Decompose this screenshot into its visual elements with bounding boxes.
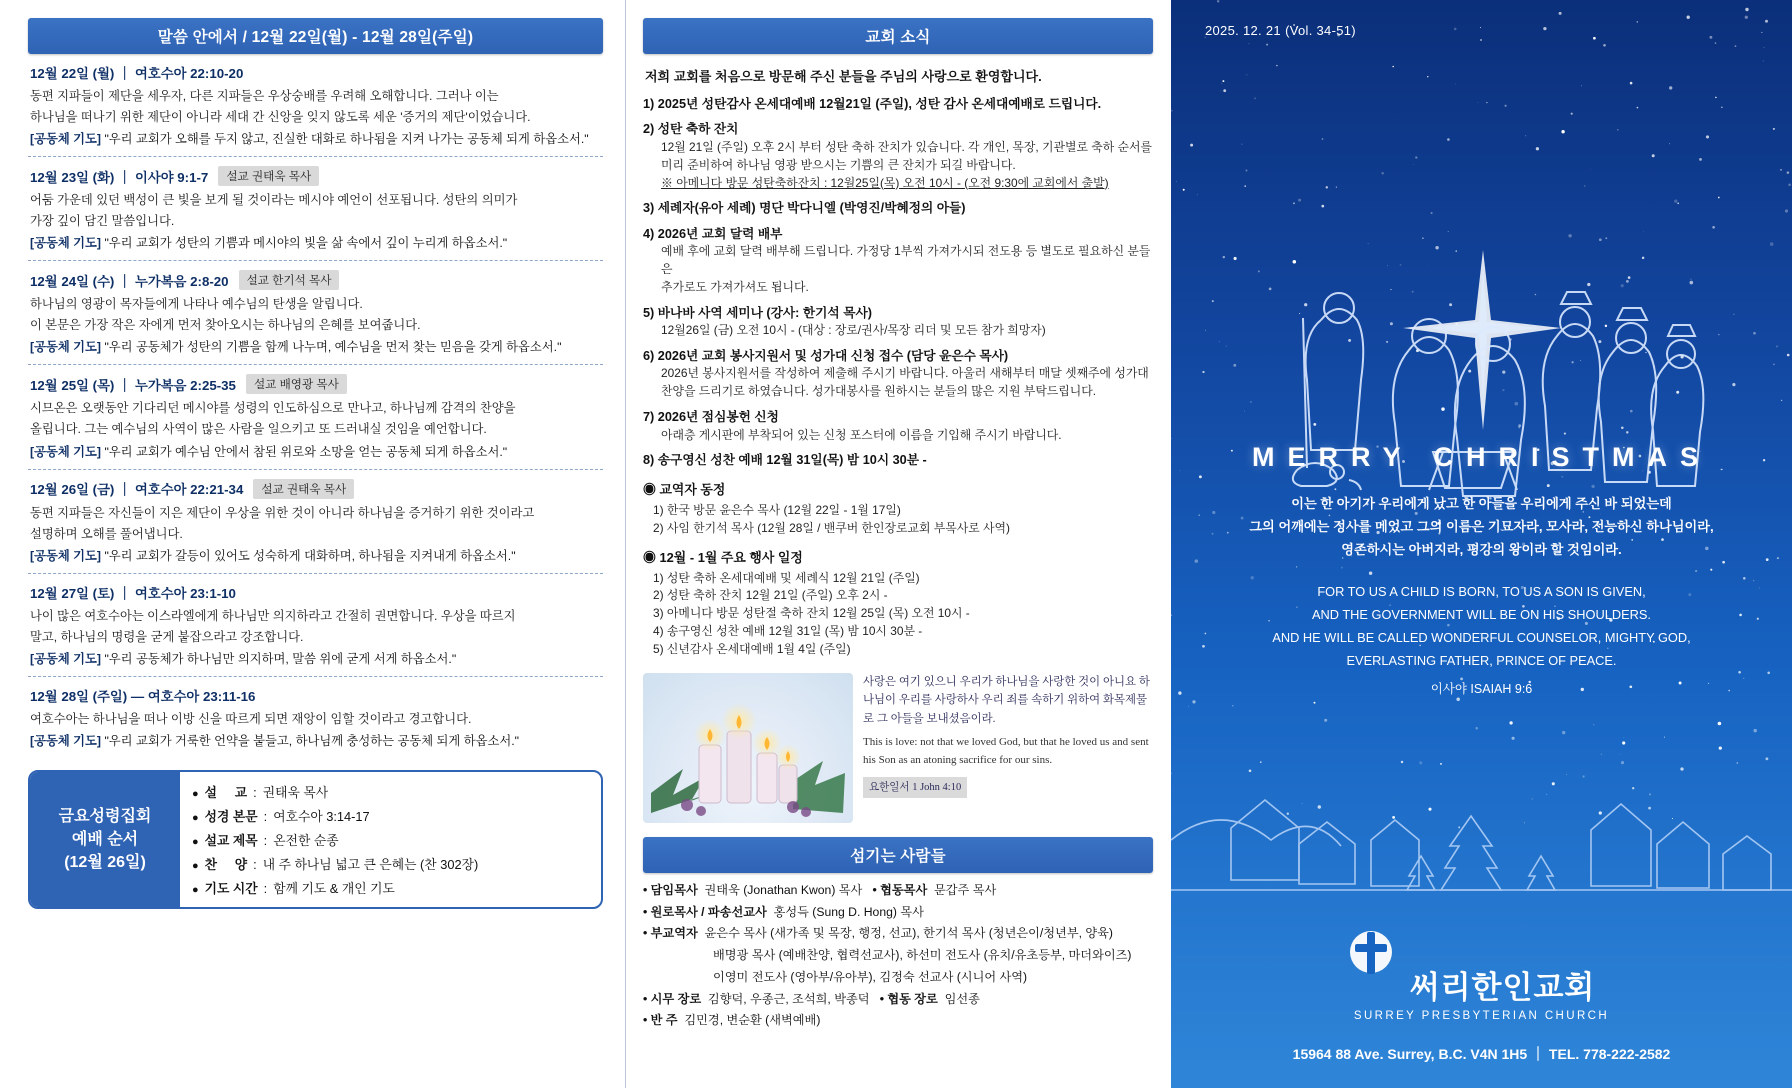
- column-church-news: [625, 0, 1171, 1088]
- cover-korean-verse: [1211, 492, 1752, 561]
- devotion-date-text: 12월 22일 (월) ｜ 여호수아 22:10-20: [30, 66, 244, 81]
- news-item-detail: 12월 21일 (주일) 오후 2시 부터 성탄 축하 잔치가 있습니다. 각 개인, 목장, 기관별로 축하 순서를: [661, 139, 1152, 154]
- devotion-body-line: 나이 많은 여호수아는 이스라엘에게 하나님만 의지하라고 간절히 권면합니다. 우상을 따르지: [30, 608, 516, 623]
- separator: :: [263, 832, 268, 848]
- cover-korean-verse-line: 영존하시는 아버지라, 평강의 왕이라 할 것임이라.: [1341, 542, 1622, 558]
- servant-names: 윤은수 목사 (새가족 및 목장, 행정, 선교), 한기석 목사 (청년은이/청년부, 양육): [704, 926, 1113, 941]
- devotion-date-text: 12월 25일 (목) ｜ 누가복음 2:25-35: [30, 377, 236, 393]
- daily-devotion-item: [28, 470, 603, 574]
- cover-english-verse-line: FOR TO US A CHILD IS BORN, TO US A SON IS GIVEN,: [1317, 584, 1646, 599]
- news-item-title: 8) 송구영신 성찬 예배 12월 31일(목) 밤 10시 30분 -: [643, 453, 927, 468]
- community-prayer: [공동체 기도] "우리 교회가 성탄의 기쁨과 메시야의 빛을 삶 속에서 깊이 누리게 하옵소서.": [30, 236, 508, 251]
- friday-title-line2: 예배 순서: [71, 830, 139, 848]
- verse-text: [863, 673, 1153, 798]
- community-prayer: [공동체 기도] "우리 교회가 갈등이 있어도 성숙하게 대화하며, 하나됨을 지켜내게 하옵소서.": [30, 548, 516, 563]
- news-item: [643, 304, 1153, 340]
- verse-korean: 사랑은 여기 있으니 우리가 하나님을 사랑한 것이 아니요 하나님이 우리를 사랑하사 우리 죄를 속하기 위하여 화목제물로 그 아들을 보내셨음이라.: [863, 675, 1150, 725]
- servant-row: [643, 1011, 1153, 1031]
- separator: :: [263, 808, 268, 824]
- community-prayer: [공동체 기도] "우리 공동체가 성탄의 기쁨을 함께 나누며, 예수님을 먼저 찾는 믿음을 갖게 하옵소서.": [30, 340, 562, 355]
- schedule-line: 4) 송구영신 성찬 예배 12월 31일 (목) 밤 10시 30분 -: [653, 624, 923, 639]
- devotion-body-line: 말고, 하나님의 명령을 굳게 붙잡으라고 강조합니다.: [30, 629, 304, 644]
- church-logo: [1171, 962, 1792, 1022]
- schedule-lines: [643, 570, 1153, 659]
- bullet-icon: ●: [192, 859, 199, 872]
- devotion-body-line: 올립니다. 그는 예수님의 사역이 많은 사람을 일으키고 또 드러내실 것임을 예언합니다.: [30, 422, 487, 437]
- service-order-row: [192, 830, 589, 849]
- devotion-date-text: 12월 23일 (화) ｜ 이사야 9:1-7: [30, 169, 209, 185]
- cover-english-verse: [1211, 580, 1752, 701]
- news-item-detail: 예배 후에 교회 달력 배부해 드립니다. 가정당 1부씩 가져가시되 전도용 등 별도로 필요하신 분들은: [661, 244, 1151, 277]
- preacher-tag: 설교 한기석 목사: [239, 270, 340, 290]
- devotion-body-line: 여호수아는 하나님을 떠나 이방 신을 따르게 되면 재앙이 임할 것이라고 경고합니다.: [30, 711, 472, 726]
- service-order-label: 성경 본문: [204, 808, 258, 824]
- schedule-line: 2) 성탄 축하 잔치 12월 21일 (주일) 오후 2시 -: [653, 588, 888, 603]
- servant-names: 이영미 전도사 (영아부/유아부), 김정숙 선교사 (시니어 사역): [713, 969, 1028, 984]
- servant-role: • 반 주: [643, 1013, 678, 1028]
- devotion-date-reference: [30, 686, 601, 705]
- advent-candles-illustration: [643, 673, 853, 823]
- servant-names: 김민경, 변순환 (새벽예배): [684, 1013, 821, 1028]
- devotion-body-line: 가장 깊이 담긴 말씀입니다.: [30, 214, 175, 229]
- devotion-body-line: 이 본문은 가장 작은 자에게 먼저 찾아오시는 하나님의 은혜를 보여줍니다.: [30, 318, 421, 333]
- devotion-date-reference: [30, 374, 601, 394]
- devotion-body-line: 동편 지파들은 자신들이 지은 제단이 우상을 위한 것이 아니라 하나님을 증거하기 위한 것이라고: [30, 505, 535, 520]
- servant-names: 배명광 목사 (예배찬양, 협력선교사), 하선미 전도사 (유치/유초등부, 마더와이즈): [713, 948, 1132, 963]
- daily-devotion-item: [28, 157, 603, 261]
- cover-verse-reference: 이사야 ISAIAH 9:6: [1430, 682, 1533, 697]
- verse-reference: 요한일서 1 John 4:10: [863, 777, 967, 798]
- daily-devotion-item: [28, 574, 603, 677]
- servant-names-2: 임선종: [944, 991, 980, 1006]
- news-item: [643, 120, 1153, 192]
- church-name: 써리한인교회: [1409, 970, 1596, 1005]
- servant-role-2: • 협동목사: [872, 882, 928, 897]
- cover-english-verse-line: AND HE WILL BE CALLED WONDERFUL COUNSELOR, MIGHTY GOD,: [1272, 630, 1691, 646]
- community-prayer: [공동체 기도] "우리 교회가 거룩한 언약을 붙들고, 하나님께 충성하는 공동체 되게 하옵소서.": [30, 733, 519, 748]
- service-order-value: 여호수아 3:14-17: [273, 808, 370, 824]
- news-item: [643, 95, 1153, 113]
- servant-names: 김향덕, 우종근, 조석희, 박종덕: [707, 991, 870, 1006]
- devotion-date-text: 12월 28일 (주일) — 여호수아 23:11-16: [30, 688, 256, 704]
- devotion-date-text: 12월 26일 (금) ｜ 여호수아 22:21-34: [30, 482, 244, 498]
- cover-korean-verse-line: 그의 어깨에는 정사를 메었고 그의 이름은 기묘자라, 모사라, 전능하신 하나님이라,: [1249, 519, 1714, 535]
- news-item-detail: 추가로도 가져가셔도 됩니다.: [661, 279, 809, 294]
- daily-devotion-item: [28, 54, 603, 157]
- preacher-tag: 설교 권태욱 목사: [218, 166, 319, 186]
- bullet-icon: ●: [192, 811, 199, 824]
- service-order-value: 내 주 하나님 넓고 큰 은혜는 (찬 302장): [262, 856, 479, 872]
- merry-christmas-title: MERRY CHRISTMAS: [1251, 442, 1711, 472]
- servant-row: [643, 881, 1153, 901]
- service-order-label: 설교 제목: [204, 832, 258, 848]
- community-prayer-text: "우리 공동체가 성탄의 기쁨을 함께 나누며, 예수님을 먼저 찾는 믿음을 갖게 하옵소서.": [104, 340, 562, 355]
- service-order-row: [192, 782, 589, 801]
- servant-role: • 시무 장로: [643, 991, 702, 1006]
- separator: :: [253, 856, 257, 872]
- servants-section: [643, 837, 1153, 1031]
- news-item: [643, 451, 1153, 469]
- schedule-heading: ◉ 12월 - 1월 주요 행사 일정: [643, 549, 803, 565]
- news-item-detail: 찬양을 드리기로 하였습니다. 성가대봉사를 원하시는 분들의 많은 지원 부탁드립니다.: [661, 384, 1097, 399]
- news-item-title: 3) 세례자(유아 세례) 명단 박다니엘 (박영진/박혜정의 아들): [643, 201, 966, 216]
- issue-date: [1205, 22, 1356, 38]
- news-item-title: 7) 2026년 점심봉헌 신청: [643, 410, 779, 425]
- servants-list: [643, 881, 1153, 1031]
- service-order-row: [192, 854, 589, 873]
- church-news-header: 교회 소식: [643, 18, 1153, 54]
- news-item: [643, 347, 1153, 401]
- preacher-tag: 설교 권태욱 목사: [253, 479, 354, 499]
- news-item: [643, 225, 1153, 297]
- bullet-icon: ●: [192, 883, 199, 896]
- daily-devotion-list: [28, 54, 603, 758]
- service-order-value: 권태욱 목사: [262, 784, 329, 800]
- friday-title-line1: 금요성령집회: [58, 807, 152, 825]
- service-order-row: [192, 806, 589, 825]
- servant-role: • 부교역자: [643, 926, 698, 941]
- devotion-body-line: 시므온은 오랫동안 기다리던 메시야를 성령의 인도하심으로 만나고, 하나님께 감격의 찬양을: [30, 401, 516, 416]
- cover-english-verse-line: EVERLASTING FATHER, PRINCE OF PEACE.: [1346, 653, 1617, 669]
- service-order-row: [192, 878, 589, 897]
- community-prayer-text: "우리 교회가 예수님 안에서 참된 위로와 소망을 얻는 공동체 되게 하옵소서.": [104, 444, 508, 459]
- news-item-title: 6) 2026년 교회 봉사지원서 및 성가대 신청 접수 (담당 윤은수 목사): [643, 349, 1009, 364]
- schedule-line: 1) 성탄 축하 온세대예배 및 세례식 12월 21일 (주일): [653, 570, 920, 585]
- servant-row: [713, 968, 1153, 988]
- devotion-date-reference: [30, 479, 601, 499]
- preacher-tag: 설교 배영광 목사: [246, 374, 347, 394]
- servant-row: [643, 924, 1153, 944]
- news-item-list: [643, 95, 1153, 470]
- weekly-word-header: 말씀 안에서 / 12월 22일(월) - 12월 28일(주일): [28, 18, 603, 54]
- service-order-value: 온전한 순종: [273, 832, 339, 848]
- welcome-text: 저희 교회를 처음으로 방문해 주신 분들을 주님의 사랑으로 환영합니다.: [645, 69, 1042, 84]
- devotion-body-line: 하나님을 떠나기 위한 제단이 아니라 세대 간 신앙을 잊지 않도록 세운 '증거의 제단'이었습니다.: [30, 110, 531, 125]
- news-item-title: 5) 바나바 사역 세미나 (강사: 한기석 목사): [643, 305, 872, 320]
- separator: :: [253, 784, 257, 800]
- devotion-date-reference: [30, 270, 601, 290]
- news-item-title: 4) 2026년 교회 달력 배부: [643, 226, 783, 241]
- servant-row: [713, 946, 1153, 966]
- community-prayer-text: "우리 교회가 오해를 두지 않고, 진실한 대화로 하나됨을 지켜 나가는 공동체 되게 하옵소서.": [104, 132, 589, 147]
- service-order-value: 함께 기도 & 개인 기도: [273, 880, 395, 896]
- verse-english: This is love: not that we loved God, but that he loved us and sent his Son as an atoning sacrifice for our sins.: [863, 736, 1149, 767]
- devotion-date-reference: [30, 583, 601, 602]
- news-item-detail: 아래층 게시판에 부착되어 있는 신청 포스터에 이름을 기입해 주시기 바랍니다.: [661, 427, 1062, 442]
- bullet-icon: ●: [192, 835, 199, 848]
- daily-devotion-item: [28, 261, 603, 365]
- staff-news-line: 1) 한국 방문 윤은수 목사 (12월 22일 - 1월 17일): [653, 502, 901, 517]
- community-prayer: [공동체 기도] "우리 공동체가 하나님만 의지하며, 말씀 위에 굳게 서게 하옵소서.": [30, 651, 457, 666]
- community-prayer: [공동체 기도] "우리 교회가 예수님 안에서 참된 위로와 소망을 얻는 공동체 되게 하옵소서.": [30, 444, 508, 459]
- friday-service-rows: [180, 772, 601, 907]
- servant-role-2: • 협동 장로: [879, 991, 938, 1006]
- devotion-date-reference: [30, 63, 601, 82]
- service-order-label: 설 교: [204, 784, 248, 800]
- servant-role: • 담임목사: [643, 882, 698, 897]
- news-item: [643, 199, 1153, 217]
- staff-news-lines: [643, 502, 1153, 538]
- devotion-date-text: 12월 24일 (수) ｜ 누가복음 2:8-20: [30, 273, 229, 289]
- community-prayer-text: "우리 교회가 거룩한 언약을 붙들고, 하나님께 충성하는 공동체 되게 하옵소서.": [104, 733, 519, 748]
- column-weekly-word: [0, 0, 625, 1088]
- service-order-label: 찬 양: [204, 856, 248, 872]
- devotion-body-line: 어둠 가운데 있던 백성이 큰 빛을 보게 될 것이라는 메시야 예언이 선포됩니다. 성탄의 의미가: [30, 193, 518, 208]
- news-item-detail: 12월26일 (금) 오전 10시 - (대상 : 장로/권사/목장 리더 및 모든 참가 희망자): [661, 323, 1046, 338]
- staff-news-heading: ◉ 교역자 동정: [643, 481, 726, 497]
- news-item-detail: 미리 준비하여 하나님 영광 받으시는 기쁨의 큰 잔치가 되길 바랍니다.: [661, 157, 1016, 172]
- servant-role: • 원로목사 / 파송선교사: [643, 904, 767, 919]
- separator: :: [263, 880, 268, 896]
- friday-title-line3: (12월 26일): [64, 854, 146, 872]
- verse-card: [643, 673, 1153, 823]
- servant-row: [643, 990, 1153, 1010]
- servant-names: 홍성득 (Sung D. Hong) 목사: [773, 904, 924, 919]
- community-prayer-text: "우리 교회가 성탄의 기쁨과 메시야의 빛을 삶 속에서 깊이 누리게 하옵소서.": [104, 236, 508, 251]
- column-cover: [1171, 0, 1792, 1088]
- news-item-detail: 2026년 봉사지원서를 작성하여 제출해 주시기 바랍니다. 아울러 새해부터 매달 셋째주에 성가대: [661, 366, 1149, 381]
- devotion-date-reference: [30, 166, 601, 186]
- staff-news-line: 2) 사임 한기석 목사 (12월 28일 / 밴쿠버 한인장로교회 부목사로 사역): [653, 520, 1010, 535]
- news-item-highlight: ※ 아메니다 방문 성탄축하잔치 : 12월25일(목) 오전 10시 - (오전 9:30에 교회에서 출발): [661, 175, 1109, 190]
- community-prayer: [공동체 기도] "우리 교회가 오해를 두지 않고, 진실한 대화로 하나됨을 지켜 나가는 공동체 되게 하옵소서.": [30, 132, 589, 147]
- devotion-body-line: 동편 지파들이 제단을 세우자, 다른 지파들은 우상숭배를 우려해 오해합니다. 그러나 이는: [30, 89, 499, 103]
- church-name-en: SURREY PRESBYTERIAN CHURCH: [1353, 1010, 1610, 1022]
- schedule-line: 5) 신년감사 온세대예배 1월 4일 (주일): [653, 642, 851, 656]
- news-item: [643, 408, 1153, 444]
- devotion-date-text: 12월 27일 (토) ｜ 여호수아 23:1-10: [30, 585, 236, 601]
- devotion-body-line: 설명하며 오해를 풀어냅니다.: [30, 526, 183, 541]
- church-address: 15964 88 Ave. Surrey, B.C. V4N 1H5 ｜ TEL. 778-222-2582: [1292, 1046, 1671, 1062]
- schedule-line: 3) 아메니다 방문 성탄절 축하 잔치 12월 25일 (목) 오전 10시 -: [653, 606, 970, 621]
- servants-header: 섬기는 사람들: [643, 837, 1153, 873]
- bullet-icon: ●: [192, 787, 199, 800]
- servant-names-2: 문갑주 목사: [934, 882, 997, 897]
- issue-date-text: 2025. 12. 21: [1205, 23, 1281, 38]
- daily-devotion-item: [28, 677, 603, 758]
- community-prayer-text: "우리 교회가 갈등이 있어도 성숙하게 대화하며, 하나됨을 지켜내게 하옵소서.": [104, 548, 516, 563]
- community-prayer-text: "우리 공동체가 하나님만 의지하며, 말씀 위에 굳게 서게 하옵소서.": [104, 651, 457, 666]
- issue-volume: (Vol. 34-51): [1285, 23, 1356, 38]
- news-item-title: 1) 2025년 성탄감사 온세대예배 12월21일 (주일), 성탄 감사 온세대예배로 드립니다.: [643, 97, 1102, 111]
- friday-service-order-box: [28, 770, 603, 909]
- friday-service-title: [30, 772, 180, 907]
- news-item-title: 2) 성탄 축하 잔치: [643, 122, 739, 137]
- devotion-body-line: 하나님의 영광이 목자들에게 나타나 예수님의 탄생을 알립니다.: [30, 297, 363, 312]
- servant-row: [643, 903, 1153, 923]
- service-order-label: 기도 시간: [204, 880, 258, 896]
- cover-english-verse-line: AND THE GOVERNMENT WILL BE ON HIS SHOULDERS.: [1312, 607, 1651, 623]
- servant-names: 권태욱 (Jonathan Kwon) 목사: [704, 882, 863, 897]
- daily-devotion-item: [28, 365, 603, 469]
- cover-korean-verse-line: 이는 한 아기가 우리에게 났고 한 아들을 우리에게 주신 바 되었는데: [1291, 496, 1672, 511]
